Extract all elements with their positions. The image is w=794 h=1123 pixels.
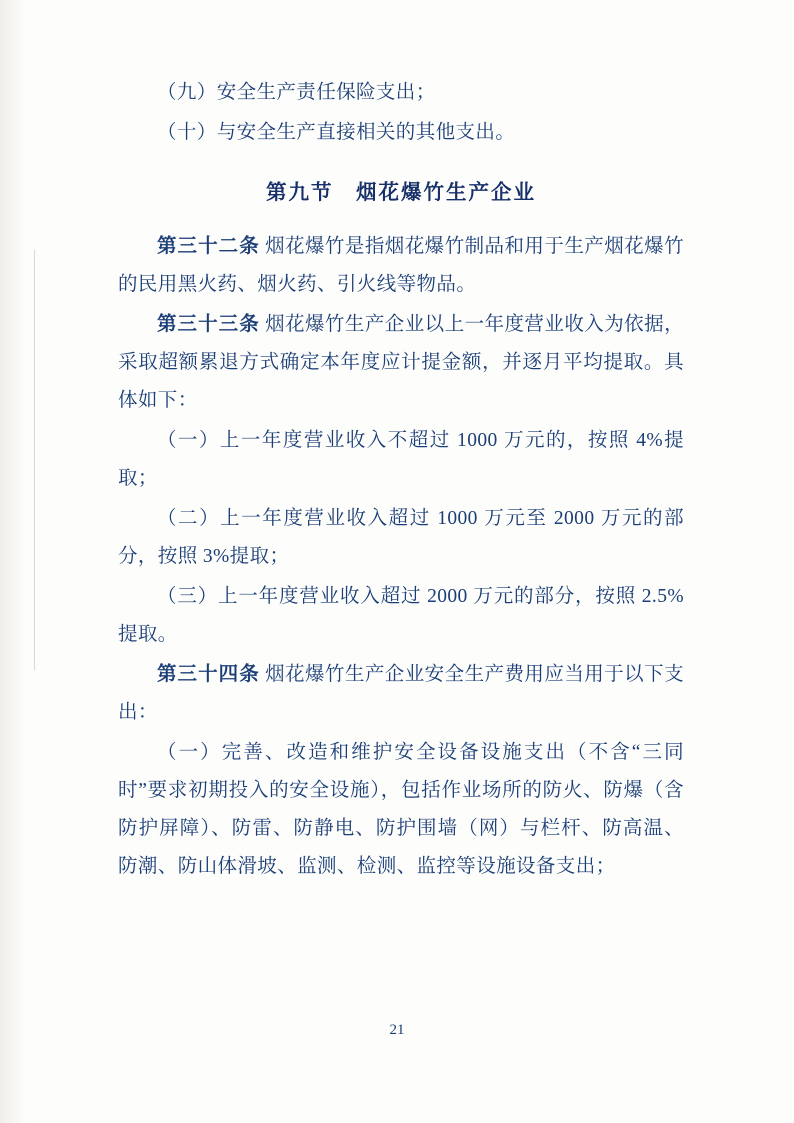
scan-artifact-line: [34, 250, 35, 670]
article-32-text: 烟花爆竹是指烟花爆竹制品和用于生产烟花爆竹的民用黑火药、烟火药、引火线等物品。: [118, 236, 684, 295]
scan-edge-shadow: [0, 0, 26, 1123]
article-33-item-2: （二）上一年度营业收入超过 1000 万元至 2000 万元的部分，按照 3%提取；: [118, 508, 684, 567]
article-33-number: 第三十三条: [157, 314, 260, 335]
section-heading: 第九节 烟花爆竹生产企业: [266, 182, 536, 204]
article-32-number: 第三十二条: [157, 236, 260, 257]
article-34-number: 第三十四条: [157, 664, 260, 685]
list-item-9: （九）安全生产责任保险支出；: [157, 82, 436, 103]
list-item-10: （十）与安全生产直接相关的其他支出。: [157, 122, 516, 143]
article-33: [118, 306, 684, 420]
page-number: 21: [389, 1022, 405, 1038]
article-32: [118, 228, 684, 304]
article-34: [118, 656, 684, 732]
article-34-text: 烟花爆竹生产企业安全生产费用应当用于以下支出：: [118, 664, 684, 723]
article-33-item-3: （三）上一年度营业收入超过 2000 万元的部分，按照 2.5%提取。: [118, 586, 684, 645]
article-34-item-1: （一）完善、改造和维护安全设备设施支出（不含“三同时”要求初期投入的安全设施），包括作业场所的防火、防爆（含防护屏障）、防雷、防静电、防护围墙（网）与栏杆、防高温、防潮、防山体滑坡、监测、检测、监控等设施设备支出；: [118, 742, 684, 877]
article-33-text: 烟花爆竹生产企业以上一年度营业收入为依据，采取超额累退方式确定本年度应计提金额，并逐月平均提取。具体如下：: [118, 314, 684, 411]
document-body: [118, 74, 684, 888]
article-33-item-1: （一）上一年度营业收入不超过 1000 万元的，按照 4%提取；: [118, 430, 684, 489]
